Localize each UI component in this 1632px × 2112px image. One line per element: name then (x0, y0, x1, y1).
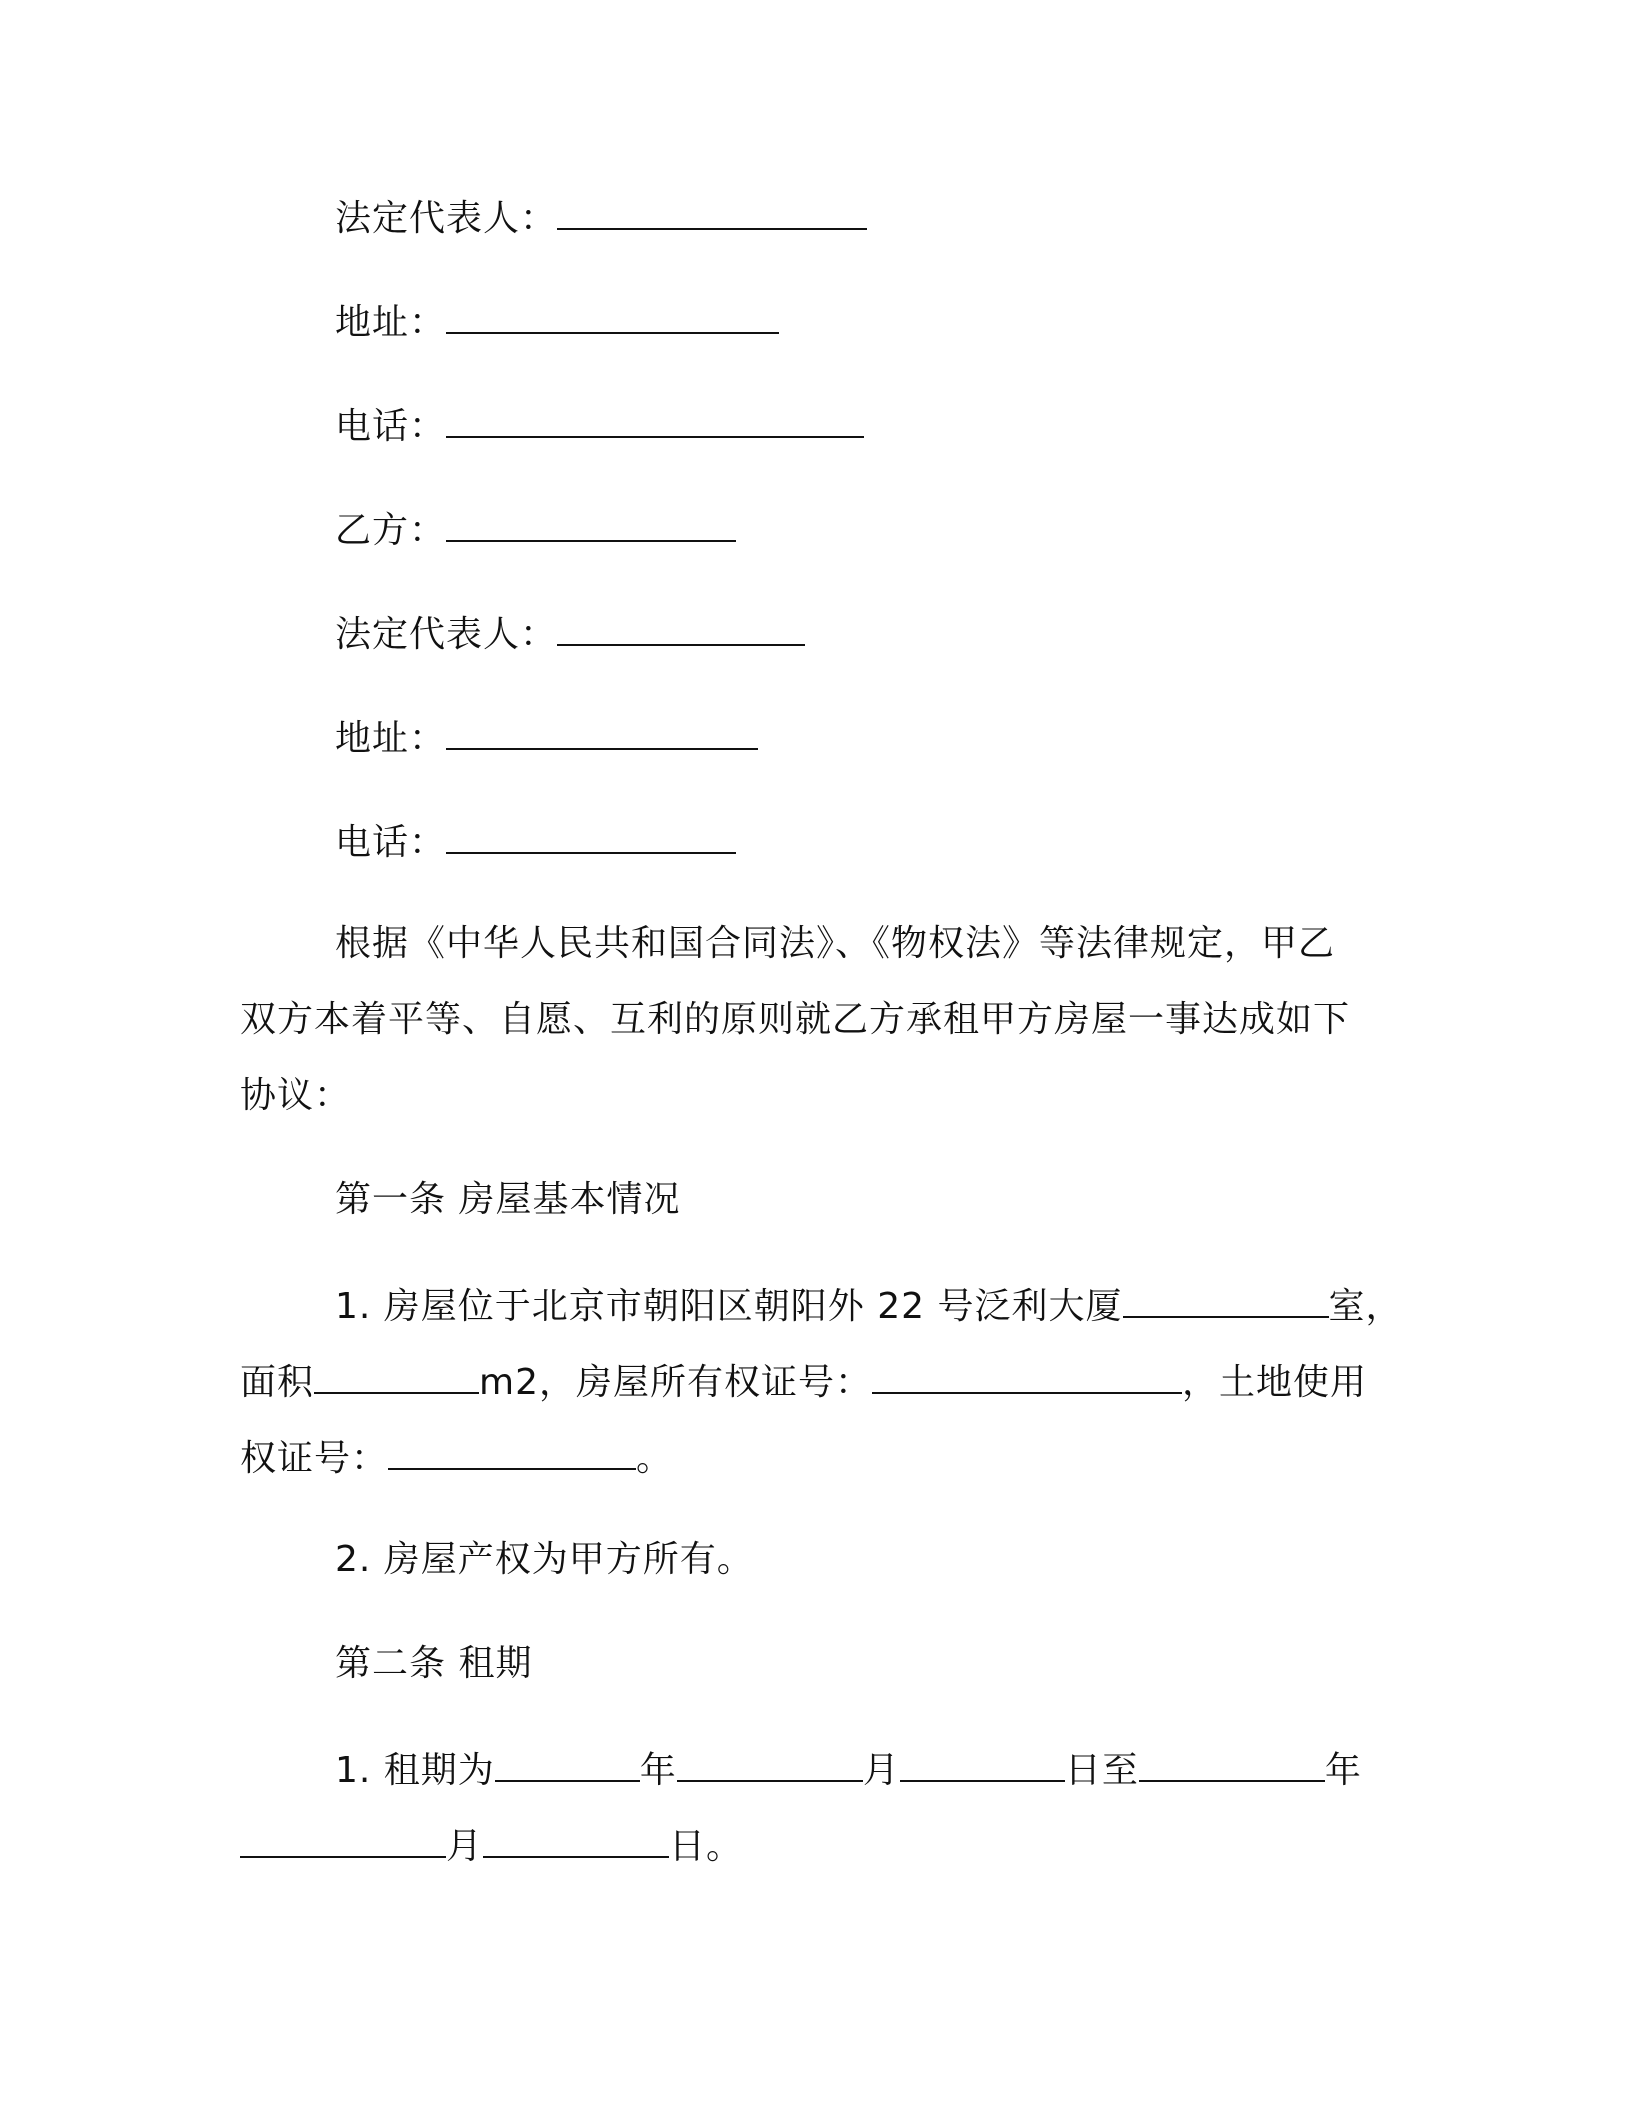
area-blank[interactable] (314, 1362, 479, 1394)
start-month-label: 月 (862, 1750, 900, 1791)
party-b-phone-label: 电话： (335, 822, 447, 863)
room-number-blank[interactable] (1123, 1286, 1329, 1318)
end-day-blank[interactable] (483, 1826, 669, 1858)
article-1-item-1-line-1 (335, 1286, 1403, 1325)
party-b-address-blank[interactable] (446, 718, 758, 750)
article-1-title: 第一条 房屋基本情况 (335, 1179, 681, 1220)
article-1-item-1-text-d: m2，房屋所有权证号： (479, 1362, 872, 1403)
start-month-blank[interactable] (677, 1750, 863, 1782)
article-1-item-1-text-a: 1. 房屋位于北京市朝阳区朝阳外 22 号泛利大厦 (335, 1286, 1123, 1327)
end-month-blank[interactable] (240, 1826, 446, 1858)
article-1-item-1-text-e: ，土地使用 (1182, 1362, 1368, 1403)
end-day-label: 日。 (669, 1826, 744, 1867)
party-b-legal-rep-blank[interactable] (557, 614, 805, 646)
preamble-line-2: 双方本着平等、自愿、互利的原则就乙方承租甲方房屋一事达成如下 (240, 999, 1351, 1040)
party-a-address-label: 地址： (335, 302, 447, 343)
article-1-item-1-text-f: 权证号： (240, 1438, 389, 1479)
party-a-address-row (335, 302, 779, 341)
article-1-item-1-text-c: 面积 (240, 1362, 315, 1403)
party-a-phone-blank[interactable] (446, 406, 864, 438)
article-2-item-1-line-2 (240, 1826, 743, 1865)
preamble-line-1: 根据《中华人民共和国合同法》、《物权法》等法律规定，甲乙 (335, 923, 1336, 964)
party-a-legal-rep-blank[interactable] (557, 198, 867, 230)
preamble-line-3: 协议： (240, 1075, 352, 1116)
party-b-row (335, 510, 736, 549)
ownership-cert-blank[interactable] (872, 1362, 1182, 1394)
party-a-phone-row (335, 406, 864, 445)
article-2-item-1-line-1 (335, 1750, 1362, 1789)
article-2-title: 第二条 租期 (335, 1643, 533, 1684)
article-1-item-1-text-g: 。 (636, 1438, 674, 1479)
end-year-label: 年 (1324, 1750, 1362, 1791)
party-b-label: 乙方： (335, 510, 447, 551)
lease-term-label: 1. 租期为 (335, 1750, 495, 1791)
party-b-blank[interactable] (446, 510, 736, 542)
start-year-label: 年 (639, 1750, 677, 1791)
party-b-phone-blank[interactable] (446, 822, 736, 854)
start-year-blank[interactable] (495, 1750, 640, 1782)
party-b-address-row (335, 718, 758, 757)
article-1-item-1-line-2 (240, 1362, 1367, 1401)
party-b-phone-row (335, 822, 736, 861)
end-month-label: 月 (446, 1826, 484, 1867)
party-a-address-blank[interactable] (446, 302, 779, 334)
article-1-item-1-text-b: 室， (1328, 1286, 1403, 1327)
land-cert-blank[interactable] (388, 1438, 636, 1470)
article-1-item-1-line-3 (240, 1438, 673, 1477)
start-day-label: 日至 (1064, 1750, 1139, 1791)
end-year-blank[interactable] (1139, 1750, 1325, 1782)
article-1-item-2: 2. 房屋产权为甲方所有。 (335, 1539, 754, 1580)
party-b-address-label: 地址： (335, 718, 447, 759)
party-a-legal-rep-row (335, 198, 867, 237)
party-b-legal-rep-label: 法定代表人： (335, 614, 558, 655)
party-a-phone-label: 电话： (335, 406, 447, 447)
start-day-blank[interactable] (900, 1750, 1065, 1782)
party-b-legal-rep-row (335, 614, 805, 653)
party-a-legal-rep-label: 法定代表人： (335, 198, 558, 239)
